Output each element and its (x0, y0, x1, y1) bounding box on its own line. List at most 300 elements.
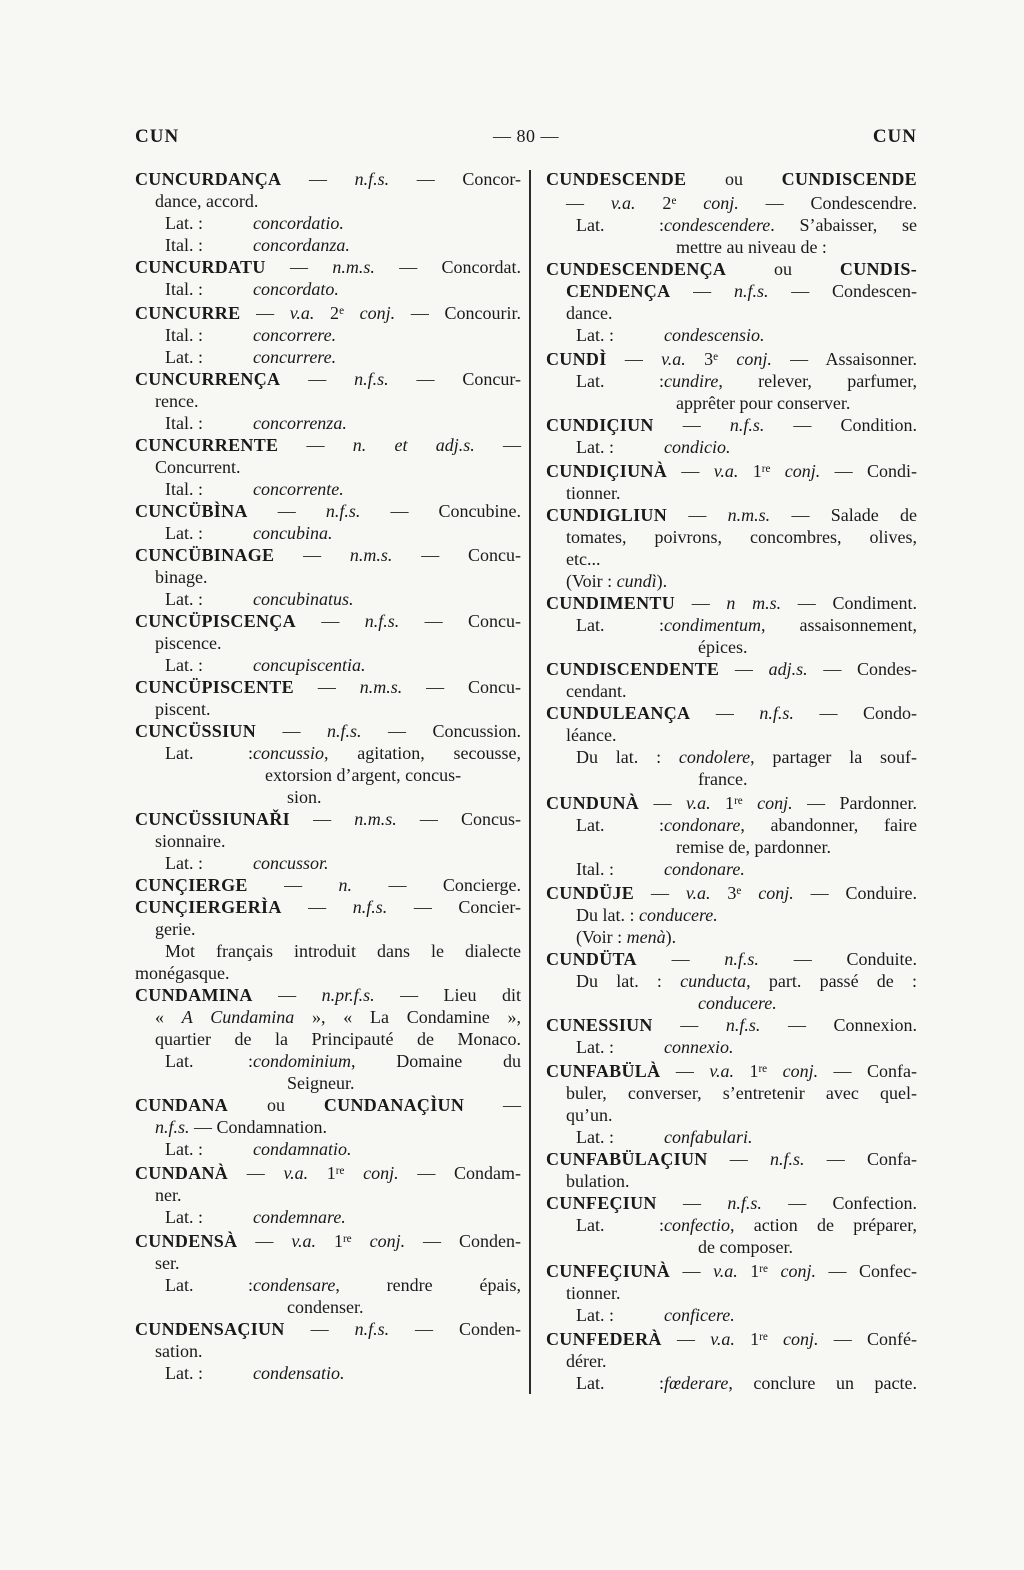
plain-text: — Salade de (770, 505, 918, 526)
headword-text: CUNDANAÇÌUN (323, 1095, 465, 1116)
superscript-text: e (671, 195, 677, 207)
entry-line (135, 764, 521, 786)
plain-text: léance. (566, 725, 617, 746)
entry-line (135, 808, 521, 830)
headword-text: CUNCÜPISCENÇA (135, 611, 296, 632)
dictionary-entry (546, 346, 917, 414)
entry-line (546, 680, 917, 702)
language-label: Ital. : (165, 325, 203, 346)
entry-line (546, 1192, 917, 1214)
entry-line (135, 632, 521, 654)
italic-text: v.a. (713, 1261, 738, 1282)
plain-text: — Concus- (396, 809, 522, 830)
dictionary-entry (135, 676, 521, 720)
entry-line (546, 258, 917, 280)
italic-text: n.f.s. (770, 1149, 805, 1170)
italic-text: concordanza. (253, 235, 350, 255)
header-keyword-right: CUN (872, 126, 917, 147)
italic-text: conj. (718, 349, 772, 370)
plain-text: — Concier- (387, 897, 521, 918)
entry-line (546, 1148, 917, 1170)
dictionary-entry (546, 1192, 917, 1258)
italic-text: n.f.s. (733, 281, 769, 302)
plain-text: ou (228, 1095, 324, 1116)
italic-text: v.a. (685, 883, 711, 904)
entry-line (135, 1072, 521, 1094)
italic-text: conj. (767, 1329, 819, 1350)
language-label: Lat. : (576, 1127, 614, 1148)
plain-text: condenser. (287, 1297, 364, 1318)
entry-line (135, 1116, 521, 1138)
plain-text: — (474, 435, 522, 456)
italic-text: concubina. (253, 523, 333, 544)
language-label: Lat. : (576, 325, 614, 346)
headword-text: CUNDIMENTU (546, 593, 675, 614)
plain-text: ). (665, 927, 677, 948)
italic-text: n.f.s. (364, 611, 400, 632)
entry-line (135, 346, 521, 368)
plain-text: — Concor- (389, 169, 521, 189)
language-label: Lat. : (576, 1215, 664, 1236)
entry-line (135, 368, 521, 390)
dictionary-entry (546, 702, 917, 790)
plain-text: rence. (155, 391, 199, 412)
language-label: Lat. : (165, 213, 203, 233)
plain-text: , part. passé de : (746, 971, 917, 992)
italic-text: condemnare. (253, 1207, 346, 1228)
language-label: Lat. : (165, 1207, 203, 1228)
plain-text: — (656, 1193, 728, 1214)
plain-text: , relever, parfumer, (718, 371, 917, 392)
entry-line (546, 1258, 917, 1282)
italic-text: n.pr.f.s. (321, 985, 375, 1006)
plain-text: — (636, 949, 725, 970)
plain-text: — (237, 1231, 292, 1252)
plain-text: — Concu- (392, 545, 521, 566)
italic-text: condensatio. (253, 1363, 345, 1384)
plain-text: — Concur- (388, 369, 521, 390)
italic-text: n.m.s. (727, 505, 771, 526)
headword-text: CUNDIÇIUNÀ (546, 461, 668, 482)
language-label: Lat. : (576, 815, 664, 836)
entry-line (135, 676, 521, 698)
plain-text: 3 (685, 349, 714, 370)
entry-line (135, 610, 521, 632)
dictionary-entry (135, 544, 521, 610)
italic-text: conj. (767, 1061, 819, 1082)
entry-line (135, 1206, 521, 1228)
plain-text: — (247, 501, 326, 522)
italic-text: n.f.s. (354, 169, 390, 189)
dictionary-entry (135, 256, 521, 300)
plain-text: 1 (710, 793, 735, 814)
headword-text: CUNCÜBINAGE (135, 545, 275, 566)
entry-line (546, 1304, 917, 1326)
dictionary-entry (546, 258, 917, 346)
language-label: Ital. : (165, 413, 203, 434)
italic-text: condonare (664, 815, 741, 836)
plain-text: — (228, 1163, 284, 1184)
italic-text: n.m.s. (354, 809, 397, 830)
entry-line (546, 592, 917, 614)
italic-text: v.a. (291, 1231, 316, 1252)
language-label: Ital. : (576, 859, 614, 880)
entry-line (135, 698, 521, 720)
italic-text: n.f.s. (354, 1319, 390, 1340)
plain-text: — Condes- (807, 659, 917, 680)
superscript-text: re (758, 1063, 768, 1076)
entry-line (135, 830, 521, 852)
dictionary-entry (546, 414, 917, 458)
entry-line (546, 526, 917, 548)
plain-text: — Confé- (818, 1329, 918, 1350)
entry-line (135, 412, 521, 434)
entry-line (546, 370, 917, 392)
header-keyword-left: CUN (135, 126, 180, 147)
headword-text: CUNFABÜLAÇIUN (546, 1149, 708, 1170)
italic-text: n.f.s. (759, 703, 794, 724)
headword-text: CUNDESCENDENÇA (546, 259, 727, 280)
headword-text: CUNCÜSSIUNAŘI (135, 809, 290, 830)
language-label: Lat. : (165, 853, 203, 874)
entry-line (135, 1362, 521, 1384)
entry-line (135, 874, 521, 896)
plain-text: binage. (155, 567, 208, 588)
language-label: Lat. : (165, 655, 203, 676)
headword-text: CUNDUNÀ (546, 793, 640, 814)
italic-text: n.f.s. (354, 369, 389, 390)
dictionary-entry (546, 504, 917, 592)
plain-text: monégasque. (135, 963, 230, 984)
italic-text: n.m.s. (332, 257, 375, 277)
plain-text: — Concierge. (352, 875, 521, 896)
plain-text: — Concubine. (360, 501, 521, 522)
plain-text: Du lat. : (576, 747, 679, 768)
headword-text: CUNDANÀ (135, 1163, 229, 1184)
italic-text: conj. (676, 193, 739, 214)
plain-text: piscent. (155, 699, 211, 720)
plain-text: sation. (155, 1341, 203, 1362)
entry-line (135, 918, 521, 940)
italic-text: condamnatio. (253, 1139, 352, 1160)
headword-text: CUNDISCENDENTE (546, 659, 720, 680)
language-label: Lat. : (576, 1305, 614, 1326)
entry-line (135, 1028, 521, 1050)
italic-text: condescensio. (664, 325, 765, 346)
italic-text: n. (338, 875, 353, 896)
italic-text: cundì (616, 571, 657, 592)
entry-line (546, 1326, 917, 1350)
entry-line (546, 190, 917, 214)
plain-text: — (606, 349, 662, 370)
language-label: Lat. : (576, 1037, 614, 1058)
plain-text: 1 (738, 461, 762, 482)
plain-text: — Concordat. (374, 257, 522, 277)
plain-text: tomates, poivrons, concombres, olives, (566, 527, 917, 548)
left-column (135, 168, 521, 1384)
plain-text: dérer. (566, 1351, 607, 1372)
entry-line (135, 1184, 521, 1206)
entry-line (135, 278, 521, 300)
plain-text: — Condiment. (781, 593, 918, 614)
headword-text: CUNCURRENTE (135, 435, 279, 456)
entry-line (135, 190, 521, 212)
dictionary-entry (546, 168, 917, 258)
plain-text: — (652, 1015, 726, 1036)
plain-text: — Condam- (398, 1163, 521, 1184)
entry-line (546, 1236, 917, 1258)
entry-line (135, 654, 521, 676)
plain-text: — (247, 875, 339, 896)
plain-text: ). (656, 571, 668, 592)
entry-line (135, 1160, 521, 1184)
entry-line (135, 896, 521, 918)
entry-line (546, 658, 917, 680)
plain-text: ner. (155, 1185, 182, 1206)
entry-line (135, 852, 521, 874)
dictionary-entry (135, 610, 521, 676)
italic-text: adj.s. (768, 659, 808, 680)
entry-line (135, 1050, 521, 1072)
entry-line (135, 962, 521, 984)
italic-text: conficere. (664, 1305, 735, 1326)
superscript-text: e (736, 885, 742, 898)
headword-text: CUNCURRE (135, 303, 241, 324)
plain-text: — (281, 897, 353, 918)
plain-text: — Pardonner. (792, 793, 918, 814)
entry-line (135, 456, 521, 478)
dictionary-entry (546, 1326, 917, 1394)
plain-text: — (661, 1329, 711, 1350)
dictionary-entry (546, 1148, 917, 1192)
italic-text: concubinatus. (253, 589, 354, 610)
plain-text: — Confa- (818, 1061, 917, 1082)
plain-text: — Condescendre. (738, 193, 917, 214)
plain-text: — (667, 461, 714, 482)
headword-text: CUNFEÇIUN (546, 1193, 657, 1214)
superscript-text: re (335, 1165, 345, 1178)
entry-line (546, 214, 917, 236)
entry-line (546, 746, 917, 768)
headword-text: CUNESSIUN (546, 1015, 653, 1036)
language-label: Lat. : (576, 371, 664, 392)
superscript-text: re (759, 1263, 768, 1276)
italic-text: n.f.s. (352, 897, 388, 918)
italic-text: n.m.s. (359, 677, 403, 698)
plain-text: Mot français introduit dans le dialecte (165, 941, 521, 962)
entry-line (546, 548, 917, 570)
plain-text: — (278, 435, 353, 456)
italic-text: conj. (344, 303, 396, 324)
entry-line (546, 880, 917, 904)
dictionary-entry (135, 1094, 521, 1160)
plain-text: — Concu- (402, 677, 521, 698)
entry-line (135, 940, 521, 962)
italic-text: condonare. (664, 859, 745, 880)
plain-text: — Concussion. (361, 721, 521, 742)
italic-text: n.f.s. (155, 1117, 190, 1138)
dictionary-entry (135, 984, 521, 1094)
plain-text: 1 (733, 1061, 759, 1082)
entry-line (135, 566, 521, 588)
italic-text: n. et adj.s. (352, 435, 475, 456)
entry-line (546, 858, 917, 880)
italic-text: conj. (351, 1231, 406, 1252)
italic-text: concurrere. (253, 347, 337, 368)
dictionary-entry (546, 592, 917, 658)
italic-text: concorrenza. (253, 413, 347, 434)
headword-text: CUNFEDERÀ (546, 1329, 662, 1350)
page-header (135, 126, 917, 148)
entry-line (546, 1282, 917, 1304)
plain-text: , conclure un pacte. (728, 1373, 917, 1394)
dictionary-entry (546, 880, 917, 948)
plain-text: — Lieu dit (374, 985, 521, 1006)
entry-line (546, 302, 917, 324)
dictionary-entry (546, 1014, 917, 1058)
entry-line (135, 588, 521, 610)
plain-text: Du lat. : (576, 905, 639, 926)
column-divider (529, 170, 531, 1394)
plain-text: — (293, 677, 360, 698)
entry-line (135, 256, 521, 278)
plain-text: — Conden- (389, 1319, 521, 1340)
plain-text: buler, converser, s’entretenir avec quel- (566, 1083, 917, 1104)
entry-line (546, 970, 917, 992)
italic-text: v.a. (713, 461, 739, 482)
headword-text: CUNCURDANÇA (135, 169, 282, 189)
plain-text: , abandonner, faire (740, 815, 917, 836)
plain-text: — (281, 169, 355, 189)
plain-text: — (675, 593, 727, 614)
italic-text: n.f.s. (325, 501, 361, 522)
superscript-text: e (713, 351, 719, 364)
entry-line (546, 904, 917, 926)
entry-line (546, 280, 917, 302)
entry-line (135, 478, 521, 500)
plain-text: — (252, 985, 322, 1006)
italic-text: condicio. (664, 437, 731, 458)
entry-line (135, 1094, 521, 1116)
entry-line (135, 168, 521, 190)
plain-text: mettre au niveau de : (676, 237, 827, 258)
headword-text: CUNDIÇIUN (546, 415, 654, 436)
plain-text: — Condi- (820, 461, 917, 482)
italic-text: n.f.s. (327, 721, 362, 742)
plain-text: — (634, 883, 686, 904)
entry-line (546, 1082, 917, 1104)
plain-text: — (284, 1319, 355, 1340)
entry-line (546, 992, 917, 1014)
plain-text: — Condamnation. (189, 1117, 328, 1138)
entry-line (546, 1126, 917, 1148)
plain-text: , rendre épais, (335, 1275, 521, 1296)
plain-text: 1 (737, 1261, 760, 1282)
plain-text: dance. (566, 303, 613, 324)
plain-text: », « La Condamine », (294, 1007, 521, 1028)
entry-line (135, 434, 521, 456)
superscript-text: re (759, 1331, 768, 1344)
plain-text: — (690, 703, 760, 724)
headword-text: CUNDIS- (839, 259, 917, 280)
plain-text: de composer. (698, 1237, 793, 1258)
headword-text: CUNCURDATU (135, 257, 266, 277)
plain-text: — Confec- (815, 1261, 917, 1282)
plain-text: — Condition. (764, 415, 918, 436)
headword-text: CUNFABÜLÀ (546, 1061, 661, 1082)
entry-line (135, 324, 521, 346)
headword-text: CUNDAMINA (135, 985, 253, 1006)
entry-line (135, 500, 521, 522)
italic-text: condimentum (664, 615, 761, 636)
plain-text: (Voir : (576, 927, 627, 948)
headword-text: CUNCÜBÌNA (135, 501, 248, 522)
dictionary-entry (135, 874, 521, 896)
superscript-text: re (342, 1233, 352, 1246)
entry-line (546, 1372, 917, 1394)
plain-text: quartier de la Principauté de Monaco. (155, 1029, 521, 1050)
plain-text: 1 (308, 1163, 336, 1184)
entry-line (135, 1252, 521, 1274)
italic-text: concupiscentia. (253, 655, 366, 676)
entry-line (135, 786, 521, 808)
headword-text: CUNDESCENDE (546, 169, 687, 189)
italic-text: v.a. (661, 349, 686, 370)
entry-line (135, 234, 521, 256)
entry-line (135, 522, 521, 544)
plain-text: — (280, 369, 355, 390)
plain-text: — (639, 793, 686, 814)
entry-line (546, 236, 917, 258)
italic-text: v.a. (710, 1329, 735, 1350)
plain-text: dance, accord. (155, 191, 259, 211)
plain-text: piscence. (155, 633, 222, 654)
plain-text: — (274, 545, 350, 566)
italic-text: conj. (770, 461, 821, 482)
plain-text: sionnaire. (155, 831, 226, 852)
plain-text: cendant. (566, 681, 627, 702)
italic-text: confectio (664, 1215, 730, 1236)
italic-text: n.f.s. (727, 1193, 762, 1214)
plain-text: (Voir : (566, 571, 617, 592)
plain-text: france. (698, 769, 748, 790)
italic-text: n.m.s. (349, 545, 393, 566)
language-label: Ital. : (165, 279, 203, 299)
plain-text: tionner. (566, 483, 621, 504)
plain-text: — Conduire. (793, 883, 918, 904)
language-label: Lat. : (165, 1275, 253, 1296)
dictionary-entry (135, 368, 521, 434)
entry-line (546, 1036, 917, 1058)
dictionary-entry (135, 300, 521, 368)
italic-text: cundire (664, 371, 719, 392)
plain-text: — Concu- (399, 611, 521, 632)
italic-text: A Cundamina (181, 1007, 295, 1028)
italic-text: v.a. (610, 193, 636, 214)
entry-line (546, 504, 917, 526)
dictionary-entry (546, 458, 917, 504)
plain-text: 1 (734, 1329, 760, 1350)
plain-text: — (670, 281, 734, 302)
language-label: Lat. : (165, 743, 253, 764)
italic-text: concorrente. (253, 479, 344, 500)
entry-line (546, 768, 917, 790)
entry-line (135, 212, 521, 234)
dictionary-entry (135, 434, 521, 500)
plain-text: — Condo- (793, 703, 918, 724)
italic-text: confabulari. (664, 1127, 753, 1148)
plain-text: épices. (698, 637, 748, 658)
